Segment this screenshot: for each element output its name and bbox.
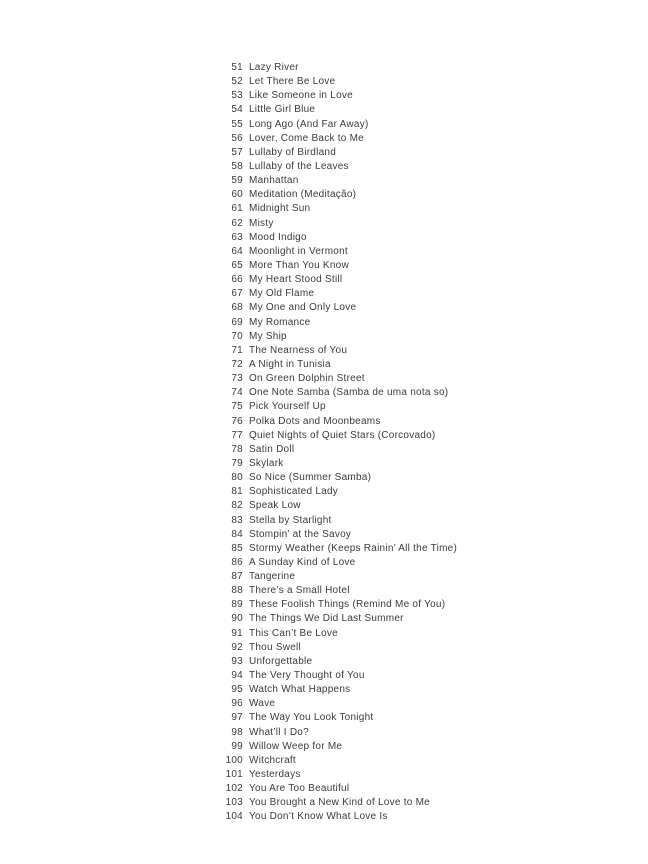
song-title: Tangerine — [249, 571, 296, 583]
song-title: Willow Weep for Me — [249, 740, 343, 752]
song-entry-row — [0, 344, 648, 358]
song-entry-row — [0, 740, 648, 754]
song-number: 86 — [231, 556, 243, 568]
song-number: 96 — [231, 698, 243, 710]
song-title: Meditation (Meditação) — [249, 189, 357, 201]
song-entry-row — [0, 598, 648, 612]
song-entry-row — [0, 231, 648, 245]
song-title: Mood Indigo — [249, 231, 307, 243]
song-title: Stompin’ at the Savoy — [249, 528, 352, 540]
song-entry-row — [0, 245, 648, 259]
song-entry-row — [0, 612, 648, 626]
song-title: My Old Flame — [249, 288, 315, 300]
song-number: 87 — [231, 571, 243, 583]
song-number: 104 — [225, 811, 243, 823]
song-title: You Don’t Know What Love Is — [249, 811, 388, 823]
song-number: 68 — [231, 302, 243, 314]
song-number: 100 — [225, 754, 243, 766]
song-entry-row — [0, 711, 648, 725]
song-number: 69 — [231, 316, 243, 328]
song-number: 84 — [231, 528, 243, 540]
song-number: 98 — [231, 726, 243, 738]
song-entry-row — [0, 160, 648, 174]
song-entry-row — [0, 499, 648, 513]
song-number: 58 — [231, 160, 243, 172]
song-entry-row — [0, 146, 648, 160]
song-title: Let There Be Love — [249, 76, 336, 88]
song-entry-row — [0, 669, 648, 683]
song-entry-row — [0, 174, 648, 188]
song-title: Misty — [249, 217, 274, 229]
song-number: 85 — [231, 542, 243, 554]
song-number: 88 — [231, 585, 243, 597]
song-number: 93 — [231, 655, 243, 667]
song-entry-row — [0, 528, 648, 542]
song-number: 71 — [231, 344, 243, 356]
song-title: Like Someone in Love — [249, 90, 353, 102]
song-entry-row — [0, 330, 648, 344]
song-number: 70 — [231, 330, 243, 342]
song-title: The Way You Look Tonight — [249, 712, 374, 724]
song-number: 102 — [225, 783, 243, 795]
song-title: Pick Yourself Up — [249, 401, 326, 413]
song-number: 80 — [231, 472, 243, 484]
song-title: Satin Doll — [249, 443, 295, 455]
song-title: My Ship — [249, 330, 287, 342]
song-entry-row — [0, 287, 648, 301]
song-title: Moonlight in Vermont — [249, 245, 348, 257]
song-title: Yesterdays — [249, 769, 301, 781]
song-number: 90 — [231, 613, 243, 625]
song-number: 82 — [231, 500, 243, 512]
song-title: Long Ago (And Far Away) — [249, 118, 369, 130]
song-entry-row — [0, 273, 648, 287]
song-number: 97 — [231, 712, 243, 724]
song-entry-row — [0, 683, 648, 697]
song-title: Skylark — [249, 457, 284, 469]
song-number: 67 — [231, 288, 243, 300]
song-number: 51 — [231, 62, 243, 73]
song-entry-row — [0, 655, 648, 669]
song-entry-row — [0, 782, 648, 796]
song-title: The Very Thought of You — [249, 670, 365, 682]
song-title: You Brought a New Kind of Love to Me — [249, 797, 430, 809]
song-title: There’s a Small Hotel — [249, 585, 350, 597]
song-number: 91 — [231, 627, 243, 639]
song-number: 94 — [231, 670, 243, 682]
song-title: Lullaby of Birdland — [249, 146, 337, 158]
song-number: 52 — [231, 76, 243, 88]
song-title: So Nice (Summer Samba) — [249, 472, 372, 484]
song-number: 65 — [231, 259, 243, 271]
song-entry-row — [0, 810, 648, 824]
song-entry-row — [0, 485, 648, 499]
song-entry-row — [0, 796, 648, 810]
song-entry-row — [0, 768, 648, 782]
song-number: 66 — [231, 274, 243, 286]
song-title: Witchcraft — [249, 754, 296, 766]
song-title: My One and Only Love — [249, 302, 357, 314]
song-entry-row — [0, 259, 648, 273]
song-entry-row — [0, 202, 648, 216]
song-number: 56 — [231, 132, 243, 144]
song-number: 54 — [231, 104, 243, 116]
song-title: Midnight Sun — [249, 203, 311, 215]
song-title: Little Girl Blue — [249, 104, 316, 116]
song-entry-row — [0, 103, 648, 117]
song-number: 60 — [231, 189, 243, 201]
song-title: My Heart Stood Still — [249, 274, 343, 286]
song-title: Quiet Nights of Quiet Stars (Corcovado) — [249, 429, 436, 441]
song-number: 101 — [225, 769, 243, 781]
song-number: 72 — [231, 358, 243, 370]
song-title: Lullaby of the Leaves — [249, 160, 349, 172]
song-number: 89 — [231, 599, 243, 611]
song-number: 75 — [231, 401, 243, 413]
song-entry-row — [0, 627, 648, 641]
song-entry-row — [0, 754, 648, 768]
song-entry-row — [0, 641, 648, 655]
song-title: Polka Dots and Moonbeams — [249, 415, 381, 427]
song-entry-row — [0, 471, 648, 485]
song-title: Watch What Happens — [249, 684, 351, 696]
song-entry-row — [0, 556, 648, 570]
song-entry-row — [0, 358, 648, 372]
song-title: On Green Dolphin Street — [249, 373, 365, 385]
song-entry-row — [0, 75, 648, 89]
song-title: What’ll I Do? — [249, 726, 309, 738]
song-title: These Foolish Things (Remind Me of You) — [249, 599, 446, 611]
song-title: Speak Low — [249, 500, 301, 512]
song-number: 64 — [231, 245, 243, 257]
song-entry-row — [0, 584, 648, 598]
song-number: 61 — [231, 203, 243, 215]
song-entry-row — [0, 188, 648, 202]
song-number: 73 — [231, 373, 243, 385]
song-entry-row — [0, 415, 648, 429]
song-number: 77 — [231, 429, 243, 441]
song-title: One Note Samba (Samba de uma nota so) — [249, 387, 449, 399]
song-title: Manhattan — [249, 175, 299, 187]
song-number: 76 — [231, 415, 243, 427]
song-title: A Sunday Kind of Love — [249, 556, 356, 568]
song-entry-row — [0, 217, 648, 231]
song-title: The Nearness of You — [249, 344, 348, 356]
song-number: 103 — [225, 797, 243, 809]
song-title: Lover, Come Back to Me — [249, 132, 364, 144]
song-number: 57 — [231, 146, 243, 158]
song-number: 55 — [231, 118, 243, 130]
song-entry-row — [0, 429, 648, 443]
song-entry-row — [0, 570, 648, 584]
song-title: A Night in Tunisia — [249, 358, 331, 370]
song-title: Lazy River — [249, 62, 299, 73]
song-title: Sophisticated Lady — [249, 486, 339, 498]
song-title: Thou Swell — [249, 641, 301, 653]
song-title: Unforgettable — [249, 655, 313, 667]
song-number: 74 — [231, 387, 243, 399]
song-title: Stormy Weather (Keeps Rainin’ All the Time) — [249, 542, 458, 554]
song-title: Stella by Starlight — [249, 514, 332, 526]
song-title: This Can’t Be Love — [249, 627, 338, 639]
song-title: Wave — [249, 698, 276, 710]
song-number: 83 — [231, 514, 243, 526]
song-entry-row — [0, 386, 648, 400]
song-number: 78 — [231, 443, 243, 455]
song-index-list — [0, 61, 648, 825]
song-entry-row — [0, 132, 648, 146]
song-number: 79 — [231, 457, 243, 469]
song-title: You Are Too Beautiful — [249, 783, 350, 795]
song-entry-row — [0, 118, 648, 132]
song-number: 92 — [231, 641, 243, 653]
song-entry-row — [0, 542, 648, 556]
song-entry-row — [0, 316, 648, 330]
song-entry-row — [0, 457, 648, 471]
song-entry-row — [0, 301, 648, 315]
song-number: 59 — [231, 175, 243, 187]
song-number: 81 — [231, 486, 243, 498]
song-entry-row — [0, 61, 648, 75]
song-entry-row — [0, 89, 648, 103]
song-title: My Romance — [249, 316, 311, 328]
song-entry-row — [0, 443, 648, 457]
song-number: 99 — [231, 740, 243, 752]
song-entry-row — [0, 400, 648, 414]
song-entry-row — [0, 372, 648, 386]
song-title: The Things We Did Last Summer — [249, 613, 404, 625]
song-entry-row — [0, 726, 648, 740]
song-number: 63 — [231, 231, 243, 243]
song-number: 53 — [231, 90, 243, 102]
song-title: More Than You Know — [249, 259, 349, 271]
song-entry-row — [0, 514, 648, 528]
song-number: 62 — [231, 217, 243, 229]
song-entry-row — [0, 697, 648, 711]
song-number: 95 — [231, 684, 243, 696]
